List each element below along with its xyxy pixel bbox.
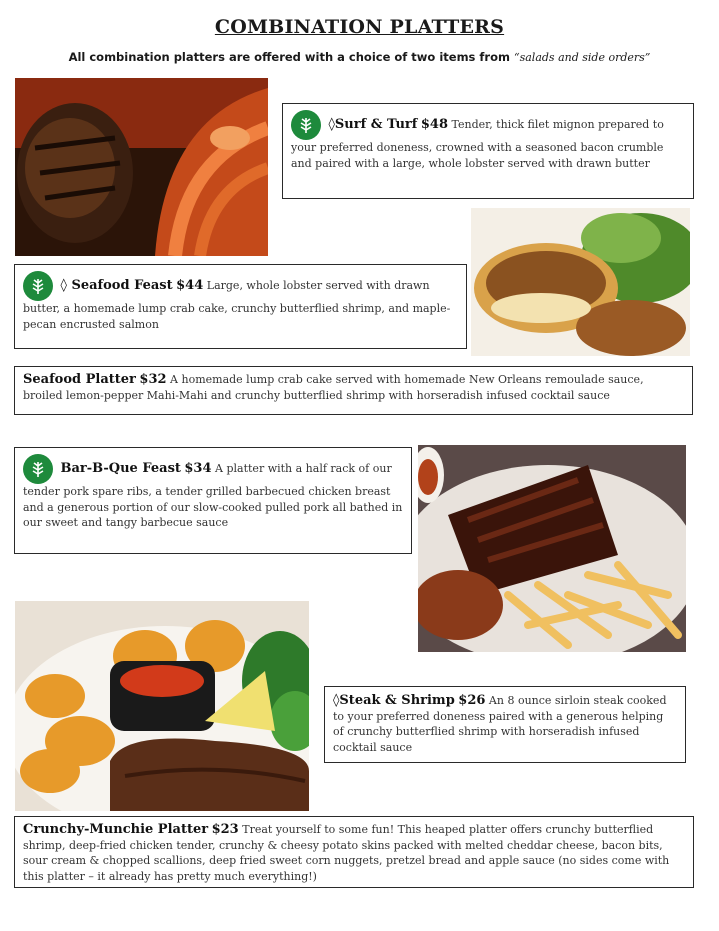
page-subtitle bbox=[0, 50, 719, 64]
surf-turf-card bbox=[282, 103, 694, 199]
seafood-platter-price: $32 bbox=[139, 372, 167, 387]
bbq-feast-desc: A platter with a half rack of our tender pork spare ribs, a tender grilled barbecued chicken breast and a generous portion of our slow-cooked pulled pork all bathed in our sweet and tangy barbecue sauce bbox=[23, 462, 403, 529]
bbq-feast-card bbox=[14, 447, 412, 554]
crunchy-munchie-desc: Treat yourself to some fun! This heaped platter offers crunchy butterflied shrimp, deep-fried chicken tender, crunchy & cheesy potato skins packed with melted cheddar cheese, bacon bits, sour cream & chopped scallions, deep fried sweet corn nuggets, pretzel bread and apple sauce (no sides come with this platter – it already has pretty much everything!) bbox=[23, 823, 670, 883]
steak-shrimp-photo bbox=[15, 601, 309, 811]
bbq-feast-price: $34 bbox=[184, 461, 212, 476]
bbq-feast-photo bbox=[418, 445, 686, 652]
bbq-feast-name: Bar-B-Que Feast bbox=[60, 461, 181, 476]
seafood-feast-card bbox=[14, 264, 467, 349]
crunchy-munchie-card bbox=[14, 816, 694, 888]
seafood-feast-price: $44 bbox=[176, 278, 204, 293]
gluten-free-wheat-icon bbox=[291, 110, 321, 140]
page-title: COMBINATION PLATTERS bbox=[214, 16, 505, 38]
seafood-platter-desc: A homemade lump crab cake served with homemade New Orleans remoulade sauce, broiled lemon-pepper Mahi-Mahi and crunchy butterflied shrimp with horseradish infused cocktail sauce bbox=[23, 373, 644, 402]
steak-shrimp-desc: An 8 ounce sirloin steak cooked to your preferred doneness paired with a generous helping of crunchy butterflied shrimp with horseradish infused cocktail sauce bbox=[333, 694, 667, 754]
surf-turf-photo bbox=[15, 78, 268, 256]
seafood-feast-photo bbox=[471, 208, 690, 356]
steak-shrimp-card bbox=[324, 686, 686, 763]
steak-shrimp-name: ◊Steak & Shrimp bbox=[333, 693, 455, 708]
surf-turf-name: ◊Surf & Turf bbox=[328, 117, 418, 132]
subtitle-main: All combination platters are offered with a choice of two items from bbox=[68, 50, 510, 64]
crunchy-munchie-price: $23 bbox=[211, 822, 239, 837]
gluten-free-wheat-icon bbox=[23, 454, 53, 484]
seafood-feast-name: ◊ Seafood Feast bbox=[60, 278, 173, 293]
subtitle-quote: “salads and side orders” bbox=[513, 51, 651, 64]
surf-turf-price: $48 bbox=[420, 117, 449, 132]
gluten-free-wheat-icon bbox=[23, 271, 53, 301]
seafood-platter-name: Seafood Platter bbox=[23, 372, 136, 387]
crunchy-munchie-name: Crunchy-Munchie Platter bbox=[23, 822, 209, 837]
seafood-platter-card bbox=[14, 366, 693, 415]
steak-shrimp-price: $26 bbox=[458, 693, 486, 708]
surf-turf-desc: Tender, thick filet mignon prepared to your preferred doneness, crowned with a seasoned bacon crumble and paired with a large, whole lobster served with drawn butter bbox=[291, 118, 664, 170]
seafood-feast-desc: Large, whole lobster served with drawn butter, a homemade lump crab cake, crunchy butterflied shrimp, and maple-pecan encrusted salmon bbox=[23, 279, 451, 331]
